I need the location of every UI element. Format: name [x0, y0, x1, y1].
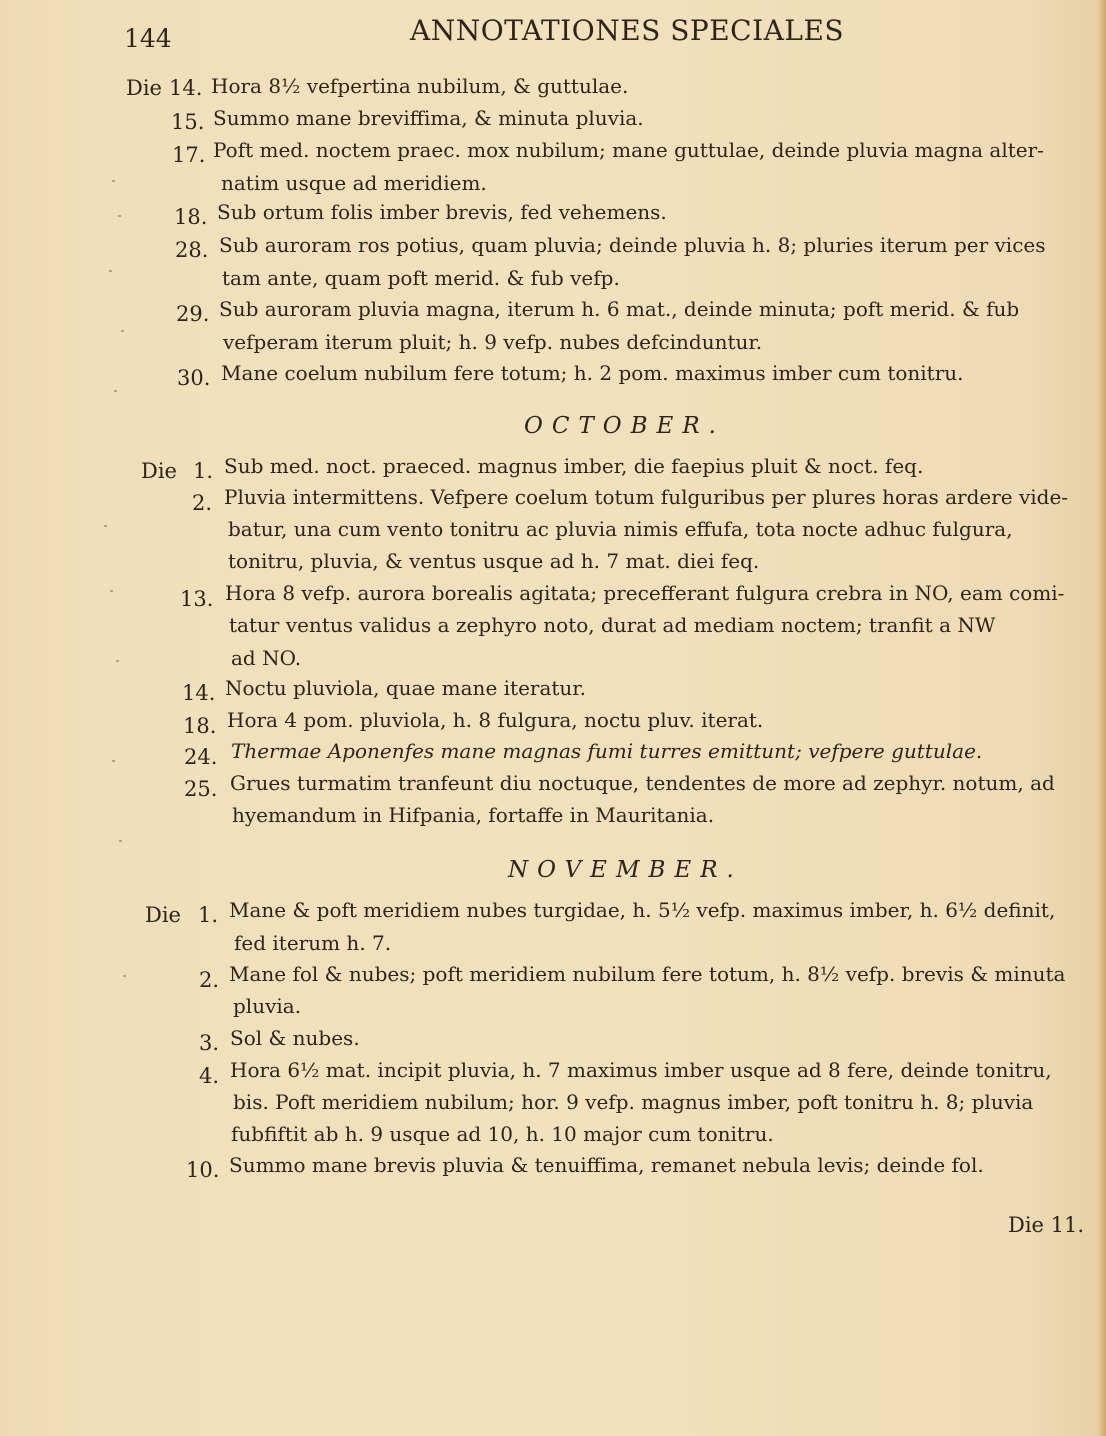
- entry-line: tatur ventus validus a zephyro noto, durat ad mediam noctem; tranfit a NW: [229, 613, 996, 637]
- entry-number: 14.: [169, 76, 203, 100]
- entry-line: Hora 6½ mat. incipit pluvia, h. 7 maximus imber usque ad 8 fere, deinde tonitru,: [230, 1058, 1052, 1082]
- entry-number: 2.: [199, 968, 220, 992]
- entry-number: 14.: [182, 681, 216, 705]
- entry-number: 10.: [186, 1158, 220, 1182]
- entry-line: Summo mane brevis pluvia & tenuiffima, remanet nebula levis; deinde fol.: [229, 1153, 984, 1177]
- die-label: Die: [126, 76, 162, 100]
- page-edge: [1098, 0, 1106, 1436]
- entry-line: Sub med. noct. praeced. magnus imber, die faepius pluit & noct. feq.: [224, 454, 924, 478]
- entry-line: hyemandum in Hifpania, fortaffe in Mauritania.: [232, 803, 715, 827]
- entry-number: 28.: [175, 238, 209, 262]
- entry-line: Sub ortum folis imber brevis, fed vehemens.: [217, 200, 667, 224]
- entry-line: Noctu pluviola, quae mane iteratur.: [225, 676, 587, 700]
- entry-number: 13.: [180, 587, 214, 611]
- entry-number: 29.: [176, 302, 210, 326]
- entry-line: Mane & poft meridiem nubes turgidae, h. 5½ vefp. maximus imber, h. 6½ definit,: [229, 898, 1056, 922]
- entry-line: Pluvia intermittens. Vefpere coelum totum fulguribus per plures horas ardere vide-: [224, 485, 1069, 509]
- entry-line: Sub auroram ros potius, quam pluvia; deinde pluvia h. 8; pluries iterum per vices: [219, 233, 1046, 257]
- entry-number: 24.: [184, 745, 218, 769]
- entry-line: Poft med. noctem praec. mox nubilum; mane guttulae, deinde pluvia magna alter-: [213, 138, 1044, 162]
- entry-number: 30.: [177, 366, 211, 390]
- entry-line: Summo mane breviffima, & minuta pluvia.: [213, 106, 644, 130]
- entry-number: 18.: [183, 714, 217, 738]
- entry-line: Hora 4 pom. pluviola, h. 8 fulgura, noctu pluv. iterat.: [227, 708, 764, 732]
- running-title: ANNOTATIONES SPECIALES: [410, 14, 845, 47]
- entry-number: 1.: [193, 459, 214, 483]
- entry-number: 3.: [199, 1031, 220, 1055]
- month-heading: NOVEMBER.: [508, 857, 743, 883]
- entry-line: Grues turmatim tranfeunt diu noctuque, tendentes de more ad zephyr. notum, ad: [230, 771, 1055, 795]
- page-header: [0, 8, 1106, 52]
- entry-line: Mane fol & nubes; poft meridiem nubilum fere totum, h. 8½ vefp. brevis & minuta: [229, 962, 1066, 986]
- die-label: Die: [141, 459, 177, 483]
- entry-line: tonitru, pluvia, & ventus usque ad h. 7 mat. diei feq.: [228, 549, 760, 573]
- entry-line: batur, una cum vento tonitru ac pluvia nimis effufa, tota nocte adhuc fulgura,: [228, 517, 1013, 541]
- entry-line: natim usque ad meridiem.: [221, 171, 487, 195]
- entry-line: tam ante, quam poft merid. & fub vefp.: [222, 266, 620, 290]
- entry-line: ad NO.: [231, 646, 302, 670]
- entry-line: Hora 8½ vefpertina nubilum, & guttulae.: [211, 74, 629, 98]
- entry-line: fed iterum h. 7.: [234, 931, 392, 955]
- entry-line: Sub auroram pluvia magna, iterum h. 6 mat., deinde minuta; poft merid. & fub: [219, 297, 1020, 321]
- entry-number: 18.: [174, 205, 208, 229]
- entry-number: 1.: [198, 903, 219, 927]
- entry-line: fubfiftit ab h. 9 usque ad 10, h. 10 major cum tonitru.: [231, 1122, 774, 1146]
- entry-number: 25.: [184, 777, 218, 801]
- entry-line: Sol & nubes.: [230, 1026, 360, 1050]
- month-heading: OCTOBER.: [524, 413, 725, 439]
- die-label: Die: [145, 903, 181, 927]
- entry-number: 4.: [199, 1064, 220, 1088]
- entry-line: pluvia.: [233, 994, 302, 1018]
- catchword: Die 11.: [1008, 1213, 1085, 1237]
- entry-line: bis. Poft meridiem nubilum; hor. 9 vefp. magnus imber, poft tonitru h. 8; pluvia: [233, 1090, 1034, 1114]
- entry-line: Mane coelum nubilum fere totum; h. 2 pom. maximus imber cum tonitru.: [221, 361, 964, 385]
- entry-number: 17.: [172, 143, 206, 167]
- entry-line: Thermae Aponenfes mane magnas fumi turres emittunt; vefpere guttulae.: [231, 739, 983, 763]
- entry-number: 2.: [192, 491, 213, 515]
- entry-line: vefperam iterum pluit; h. 9 vefp. nubes defcinduntur.: [223, 330, 763, 354]
- page-number: 144: [124, 24, 172, 53]
- entry-line: Hora 8 vefp. aurora borealis agitata; precefferant fulgura crebra in NO, eam comi-: [225, 581, 1065, 605]
- entry-number: 15.: [171, 110, 205, 134]
